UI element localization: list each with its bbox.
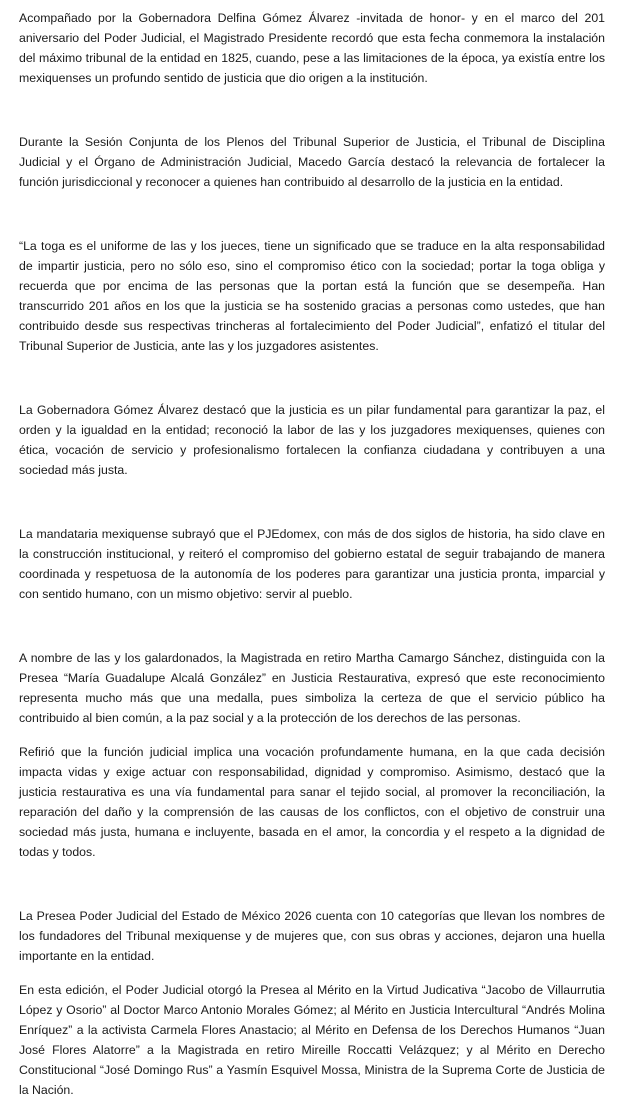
paragraph-funcion-judicial: Refirió que la función judicial implica una vocación profundamente humana, en la que cada decisión impacta vidas y exige actuar con responsabilidad, dignidad y compromiso. Asimismo, destacó que la justicia restaurativa es una vía fundamental para sanar el tejido social, al promover la reconciliación, la reparación del daño y la comprensión de las causas de los conflictos, con el objetivo de construir una sociedad más justa, humana e incluyente, basada en el amor, la concordia y el respeto a la dignidad de todas y todos. [19, 745, 605, 859]
paragraph-mandataria: La mandataria mexiquense subrayó que el PJEdomex, con más de dos siglos de historia, ha sido clave en la construcción institucional, y reiteró el compromiso del gobierno estatal de seguir trabajando de manera coordinada y respetuosa de la autonomía de los poderes para garantizar una justicia pronta, imparcial y con sentido humano, con un mismo objetivo: servir al pueblo. [19, 527, 605, 601]
paragraph-aniversario: Acompañado por la Gobernadora Delfina Gómez Álvarez -invitada de honor- y en el marco del 201 aniversario del Poder Judicial, el Magistrado Presidente recordó que esta fecha conmemora la instalación del máximo tribunal de la entidad en 1825, cuando, pese a las limitaciones de la época, ya existía entre los mexiquenses un profundo sentido de justicia que dio origen a la institución. [19, 11, 605, 85]
paragraph-sesion-conjunta: Durante la Sesión Conjunta de los Plenos del Tribunal Superior de Justicia, el Tribunal de Disciplina Judicial y el Órgano de Administración Judicial, Macedo García destacó la relevancia de fortalecer la función jurisdiccional y reconocer a quienes han contribuido al desarrollo de la justicia en la entidad. [19, 135, 605, 189]
paragraph-cita-toga: “La toga es el uniforme de las y los jueces, tiene un significado que se traduce en la alta responsabilidad de impartir justicia, pero no sólo eso, sino el compromiso ético con la sociedad; portar la toga obliga y recuerda que por encima de las personas que la portan está la función que se desempeña. Han transcurrido 201 años en los que la justicia se ha sostenido gracias a personas como ustedes, que han contribuido desde sus respectivas trincheras al fortalecimiento del Poder Judicial”, enfatizó el titular del Tribunal Superior de Justicia, ante las y los juzgadores asistentes. [19, 239, 605, 353]
paragraph-edicion-premiados: En esta edición, el Poder Judicial otorgó la Presea al Mérito en la Virtud Judicativa “Jacobo de Villaurrutia López y Osorio” al Doctor Marco Antonio Morales Gómez; al Mérito en Justicia Intercultural “Andrés Molina Enríquez” a la activista Carmela Flores Anastacio; al Mérito en Defensa de los Derechos Humanos “Juan José Flores Alatorre” a la Magistrada en retiro Mireille Roccatti Velázquez; y al Mérito en Derecho Constitucional “José Domingo Rus” a Yasmín Esquivel Mossa, Ministra de la Suprema Corte de Justicia de la Nación. [19, 983, 605, 1097]
paragraph-presea-categorias: La Presea Poder Judicial del Estado de México 2026 cuenta con 10 categorías que llevan los nombres de los fundadores del Tribunal mexiquense y de mujeres que, con sus obras y acciones, dejaron una huella importante en la entidad. [19, 909, 605, 963]
paragraph-gobernadora: La Gobernadora Gómez Álvarez destacó que la justicia es un pilar fundamental para garantizar la paz, el orden y la igualdad en la entidad; reconoció la labor de las y los juzgadores mexiquenses, quienes con ética, vocación de servicio y profesionalismo fortalecen la confianza ciudadana y contribuyen a una sociedad más justa. [19, 403, 605, 477]
paragraph-galardonados: A nombre de las y los galardonados, la Magistrada en retiro Martha Camargo Sánchez, distinguida con la Presea “María Guadalupe Alcalá González” en Justicia Restaurativa, expresó que este reconocimiento representa mucho más que una medalla, pues simboliza la certeza de que el servicio público ha contribuido al bien común, a la paz social y a la protección de los derechos de las personas. [19, 651, 605, 725]
article-body [19, 8, 605, 1100]
